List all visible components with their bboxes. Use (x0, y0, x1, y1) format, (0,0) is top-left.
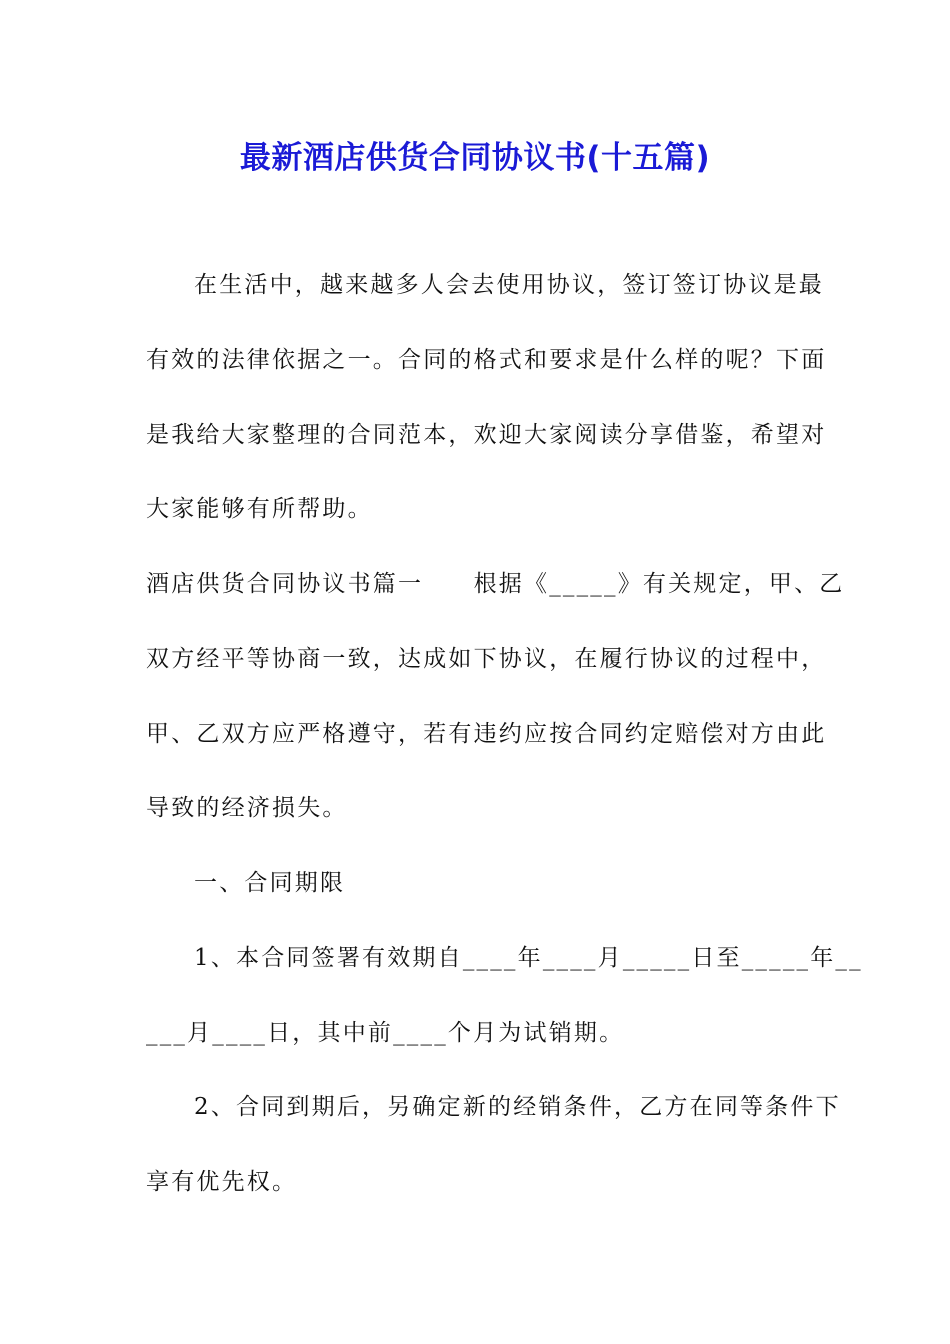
clause-2-line-1: 2、合同到期后，另确定新的经销条件，乙方在同等条件下 (194, 1094, 841, 1120)
intro-line-2: 有效的法律依据之一。合同的格式和要求是什么样的呢？下面 (146, 347, 827, 373)
section-one-line-2: 双方经平等协商一致，达成如下协议，在履行协议的过程中， (146, 646, 827, 672)
heading-contract-term: 一、合同期限 (194, 870, 346, 896)
section-one-line-1: 酒店供货合同协议书篇一 根据《_____》有关规定，甲、乙 (146, 571, 845, 597)
intro-line-4: 大家能够有所帮助。 (146, 496, 373, 522)
intro-line-1: 在生活中，越来越多人会去使用协议，签订签订协议是最 (194, 272, 824, 298)
section-one-line-3: 甲、乙双方应严格遵守，若有违约应按合同约定赔偿对方由此 (146, 721, 827, 747)
clause-1-line-1: 1、本合同签署有效期自____年____月_____日至_____年__ (194, 945, 863, 971)
section-one-line-4: 导致的经济损失。 (146, 795, 348, 821)
clause-1-line-2: ___月____日，其中前____个月为试销期。 (146, 1020, 625, 1046)
clause-2-line-2: 享有优先权。 (146, 1169, 298, 1195)
intro-line-3: 是我给大家整理的合同范本，欢迎大家阅读分享借鉴，希望对 (146, 422, 827, 448)
document-title: 最新酒店供货合同协议书(十五篇) (239, 140, 711, 176)
